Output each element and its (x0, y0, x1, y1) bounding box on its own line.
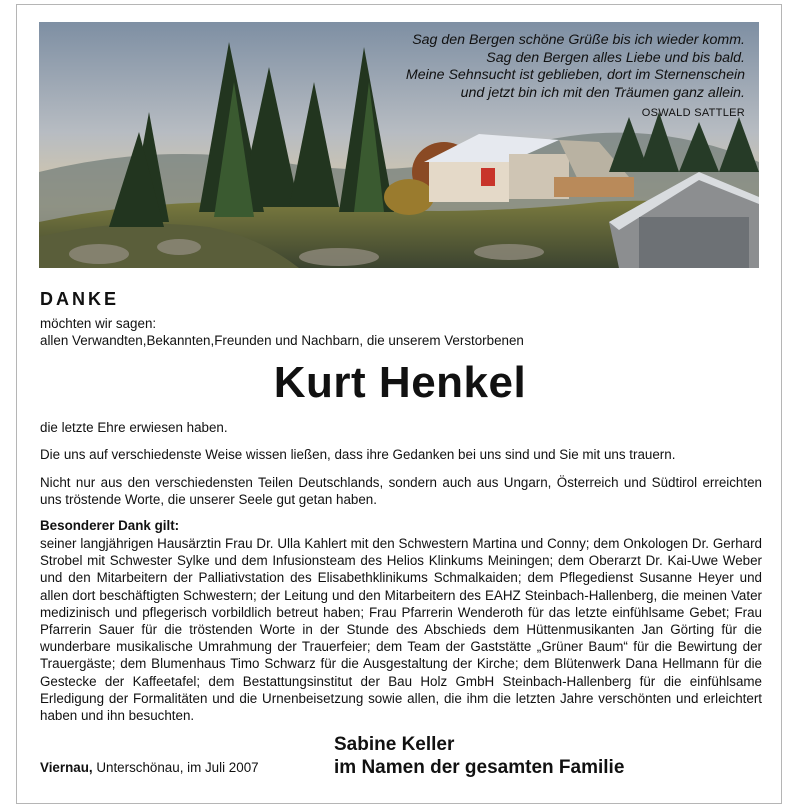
place-date (40, 760, 259, 775)
poem-line: Sag den Bergen schöne Grüße bis ich wieder komm. (412, 32, 745, 48)
poem-line: Meine Sehnsucht ist geblieben, dort im Sternenschein (405, 67, 745, 83)
intro-line-1: möchten wir sagen: (40, 316, 157, 331)
signature-family: im Namen der gesamten Familie (334, 757, 625, 778)
intro-line-2: allen Verwandten,Bekannten,Freunden und Nachbarn, die unserem Verstorbenen (40, 333, 524, 348)
poem-line: und jetzt bin ich mit den Träumen ganz allein. (460, 84, 745, 101)
signature (334, 733, 624, 779)
place-town: Viernau, (40, 760, 93, 775)
mountain-hut-photo (39, 22, 759, 268)
place-rest: Unterschönau, im Juli 2007 (92, 760, 259, 775)
paragraph-2: Nicht nur aus den verschiedensten Teilen Deutschlands, sondern auch aus Ungarn, Österreich und Südtirol erreichten uns tröstende Worte, die unserer Seele gut getan haben. (40, 475, 762, 507)
deceased-name: Kurt Henkel (273, 358, 527, 407)
signature-name: Sabine Keller (334, 734, 455, 755)
paragraph-1: Die uns auf verschiedenste Weise wissen ließen, dass ihre Gedanken bei uns sind und Sie mit uns trauern. (40, 447, 676, 462)
poem-quote (406, 32, 745, 123)
poem-author: OSWALD SATTLER (641, 107, 745, 119)
danke-heading: DANKE (40, 289, 120, 309)
after-name-text: die letzte Ehre erwiesen haben. (40, 420, 228, 435)
thanks-body: seiner langjährigen Hausärztin Frau Dr. Ulla Kahlert mit den Schwestern Martina und Conny; dem Onkologen Dr. Gerhard Strobel mit Schwester Sylke und dem Infusionsteam des Helios Klinkums Meiningen; dem Oberarzt Dr. Kai-Uwe Weber und den Mitarbeitern der Palliativstation des Elisabethklinikums Schmalkaiden; dem Pflegedienst Susanne Heyer und allen dort beschäftigten Schwestern; der Leitung und den Mitarbeitern des EAHZ Steinbach-Hallenberg, die meinen Vater medizinisch und pflegerisch vorbildlich betreut haben; Frau Pfarrerin Wenderoth für das letzte einfühlsame Gebet; Frau Pfarrerin Sauer für die tröstenden Worte in der Stunde des Abschieds dem Hüttenmusikanten Jan Görting für die wunderbare musikalische Umrahmung der Trauerfeier; dem Team der Gaststätte „Grüner Baum“ für die Bewirtung der Trauergäste; dem Blumenhaus Timo Schwarz für die Ausgestaltung der Kirche; dem Blütenwerk Dana Hellmann für die Gestecke der Kaffeetafel; dem Bestattungsinstitut der Bau Holz GmbH Steinbach-Hallenberg für die einfühlsame Erledigung der Formalitäten und die Urnenbeisetzung sowie allen, die ihm die letzten Jahre verschönten und erleichtert haben und ihn besuchten. (40, 536, 762, 724)
thanks-heading: Besonderer Dank gilt: (40, 518, 180, 533)
poem-line: Sag den Bergen alles Liebe und bis bald. (486, 49, 745, 66)
